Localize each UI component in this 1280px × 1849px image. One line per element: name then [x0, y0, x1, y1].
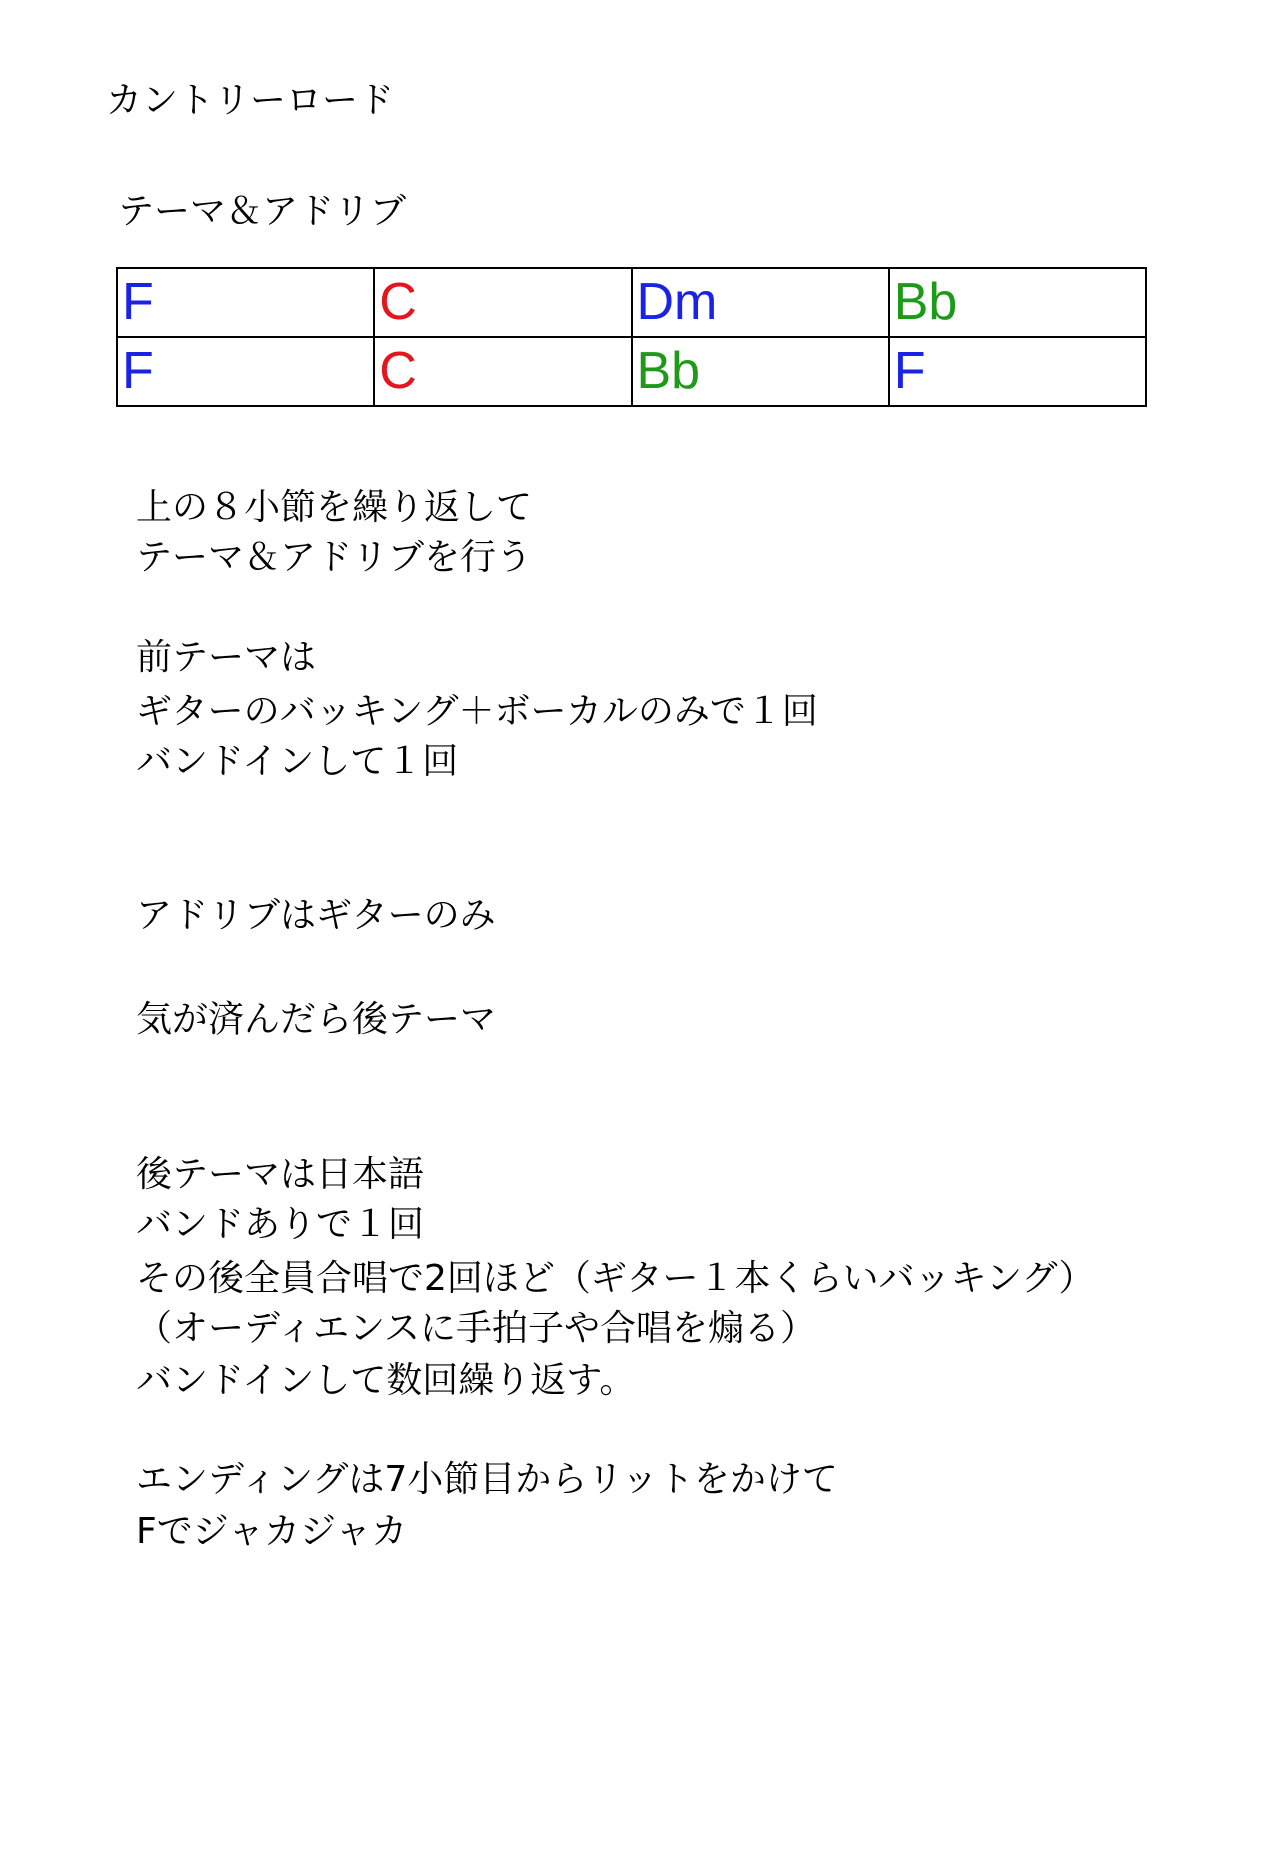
chord-chart	[116, 267, 1147, 407]
chord-cell: F	[117, 337, 374, 406]
note-intro-line-2: ギターのバッキング＋ボーカルのみで１回	[136, 691, 818, 732]
chord-cell: F	[889, 337, 1146, 406]
chord-cell: C	[374, 337, 631, 406]
note-outro-line-5: バンドインして数回繰り返す。	[136, 1360, 636, 1401]
chord-cell: C	[374, 268, 631, 337]
note-adlib-line-2: 気が済んだら後テーマ	[136, 999, 497, 1040]
chord-row-1	[117, 268, 1146, 337]
note-adlib-line-1: アドリブはギターのみ	[136, 895, 496, 936]
chord-row-2	[117, 337, 1146, 406]
note-outro-line-1: 後テーマは日本語	[136, 1154, 425, 1195]
chord-cell: Bb	[889, 268, 1146, 337]
note-intro-line-3: バンドインして１回	[136, 741, 459, 782]
note-ending-line-1: エンディングは7小節目からリットをかけて	[136, 1459, 838, 1500]
note-intro-line-1: 前テーマは	[136, 637, 317, 678]
note-ending-line-2: Fでジャカジャカ	[136, 1511, 408, 1552]
section-subtitle: テーマ＆アドリブ	[118, 191, 407, 232]
page-title: カントリーロード	[106, 80, 395, 121]
chord-cell: Dm	[632, 268, 889, 337]
chord-cell: Bb	[632, 337, 889, 406]
note-outro-line-2: バンドありで１回	[136, 1204, 425, 1245]
note-outro-line-3: その後全員合唱で2回ほど（ギター１本くらいバッキング）	[136, 1258, 1095, 1299]
note-repeat-line-2: テーマ＆アドリブを行う	[136, 537, 533, 578]
note-outro-line-4: （オーディエンスに手拍子や合唱を煽る）	[136, 1308, 817, 1349]
chord-cell: F	[117, 268, 374, 337]
note-repeat-line-1: 上の８小節を繰り返して	[136, 487, 533, 528]
